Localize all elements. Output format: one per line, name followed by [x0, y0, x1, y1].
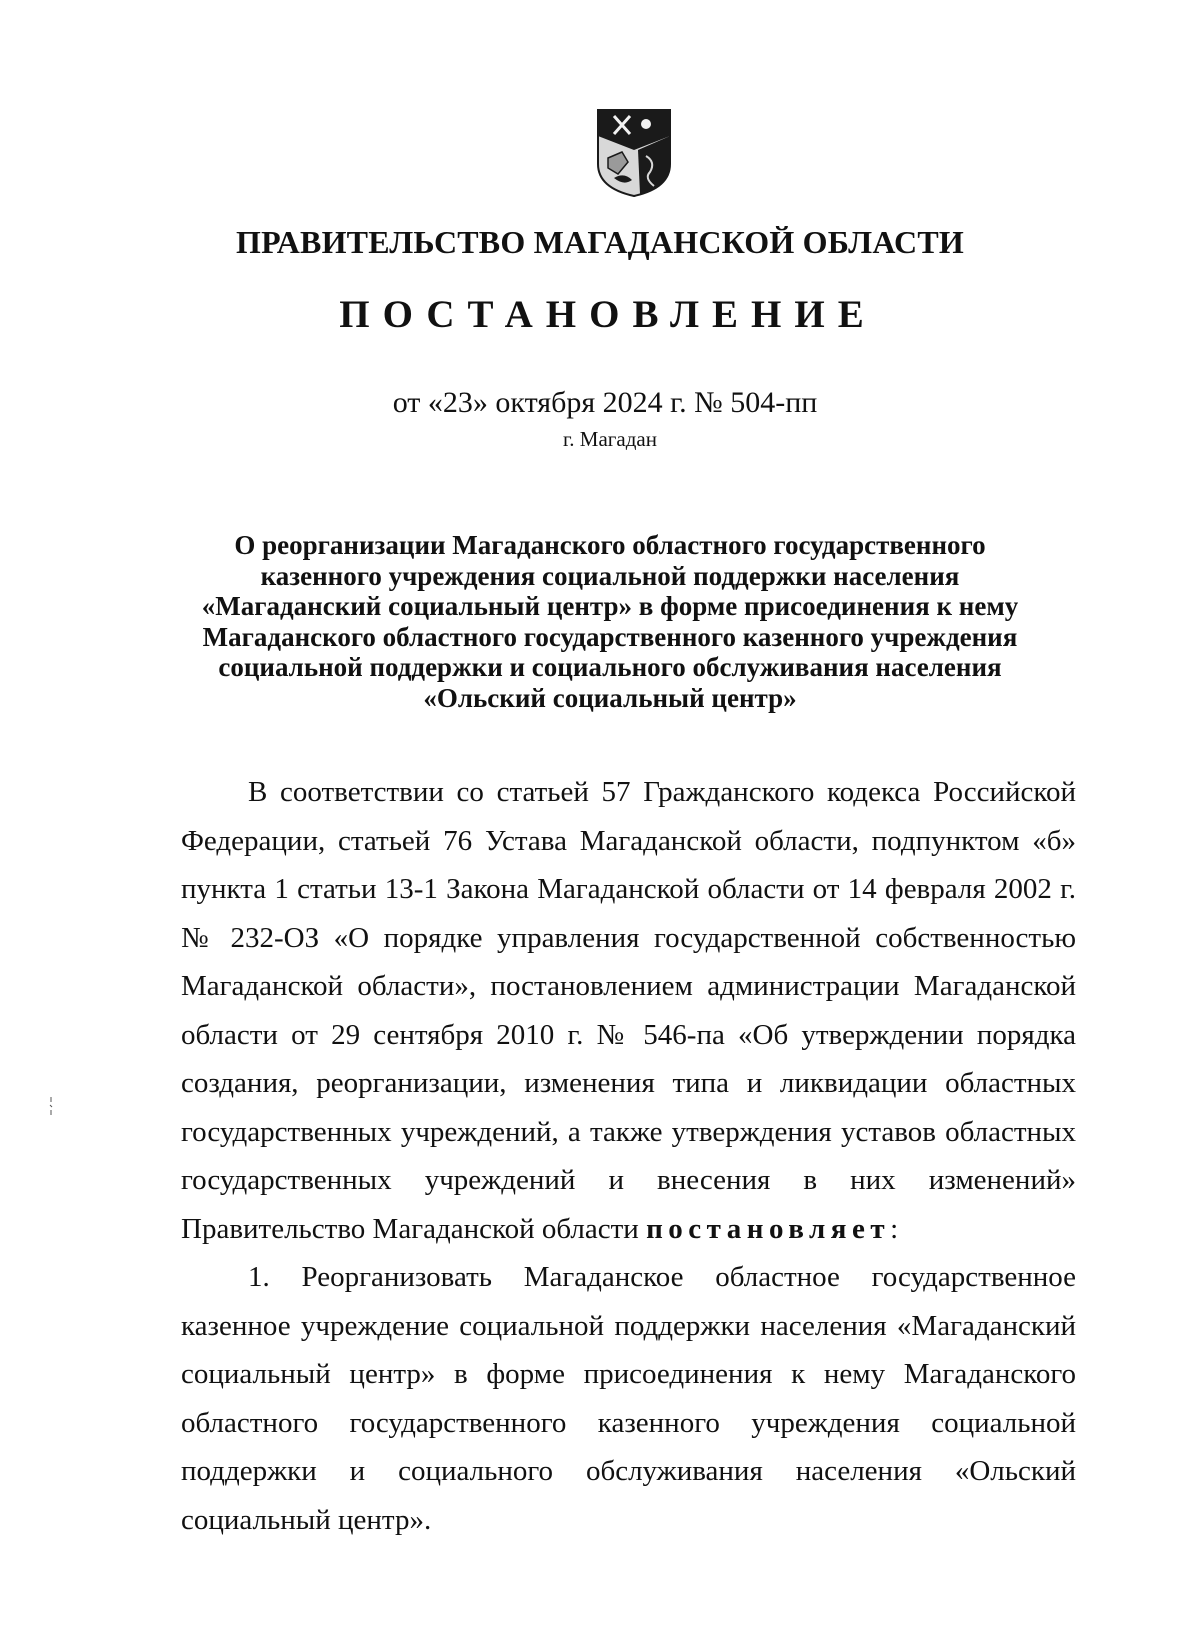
subject-line: О реорганизации Магаданского областного государственного	[234, 530, 986, 560]
scan-margin-mark	[48, 1096, 54, 1116]
subject-line: Магаданского областного государственного казенного учреждения	[202, 621, 1018, 652]
subject-line: «Магаданский социальный центр» в форме присоединения к нему	[201, 591, 1019, 621]
government-name: ПРАВИТЕЛЬСТВО МАГАДАНСКОЙ ОБЛАСТИ	[235, 224, 964, 260]
subject-line: социальной поддержки и социального обслуживания населения	[218, 652, 1002, 682]
document-body	[181, 768, 1076, 1544]
preamble-text: В соответствии со статьей 57 Гражданского кодекса Российской Федерации, статьей 76 Устава Магаданской области, подпунктом «б» пункта 1 статьи 13-1 Закона Магаданской области от 14 февраля 2002 г. № 232-ОЗ «О порядке управления государственной собственностью Магаданской области», постановлением администрации Магаданской области от 29 сентября 2010 г. № 546-па «Об утверждении порядка создания, реорганизации, изменения типа и ликвидации областных государственных учреждений, а также утверждения уставов областных государственных учреждений и внесения в них изменений» Правительство Магаданской области	[181, 776, 1076, 1245]
magadan-coat-of-arms-icon	[594, 106, 674, 198]
item-1-paragraph: 1. Реорганизовать Магаданское областное государственное казенное учреждение социальной поддержки населения «Магаданский социальный центр» в форме присоединения к нему Магаданского областного государственного казенного учреждения социальной поддержки и социального обслуживания населения «Ольский социальный центр».	[181, 1261, 1076, 1536]
document-city: г. Магадан	[563, 427, 657, 451]
document-type: ПОСТАНОВЛЕНИЕ	[339, 293, 877, 336]
document-date-number: от «23» октября 2024 г. № 504-пп	[392, 386, 818, 419]
subject-line: казенного учреждения социальной поддержки населения	[260, 560, 960, 591]
decree-colon: :	[890, 1212, 899, 1245]
document-subject	[150, 530, 1070, 713]
decree-word: постановляет	[646, 1212, 891, 1245]
preamble-paragraph	[181, 768, 1076, 1253]
subject-line: «Ольский социальный центр»	[423, 682, 797, 713]
